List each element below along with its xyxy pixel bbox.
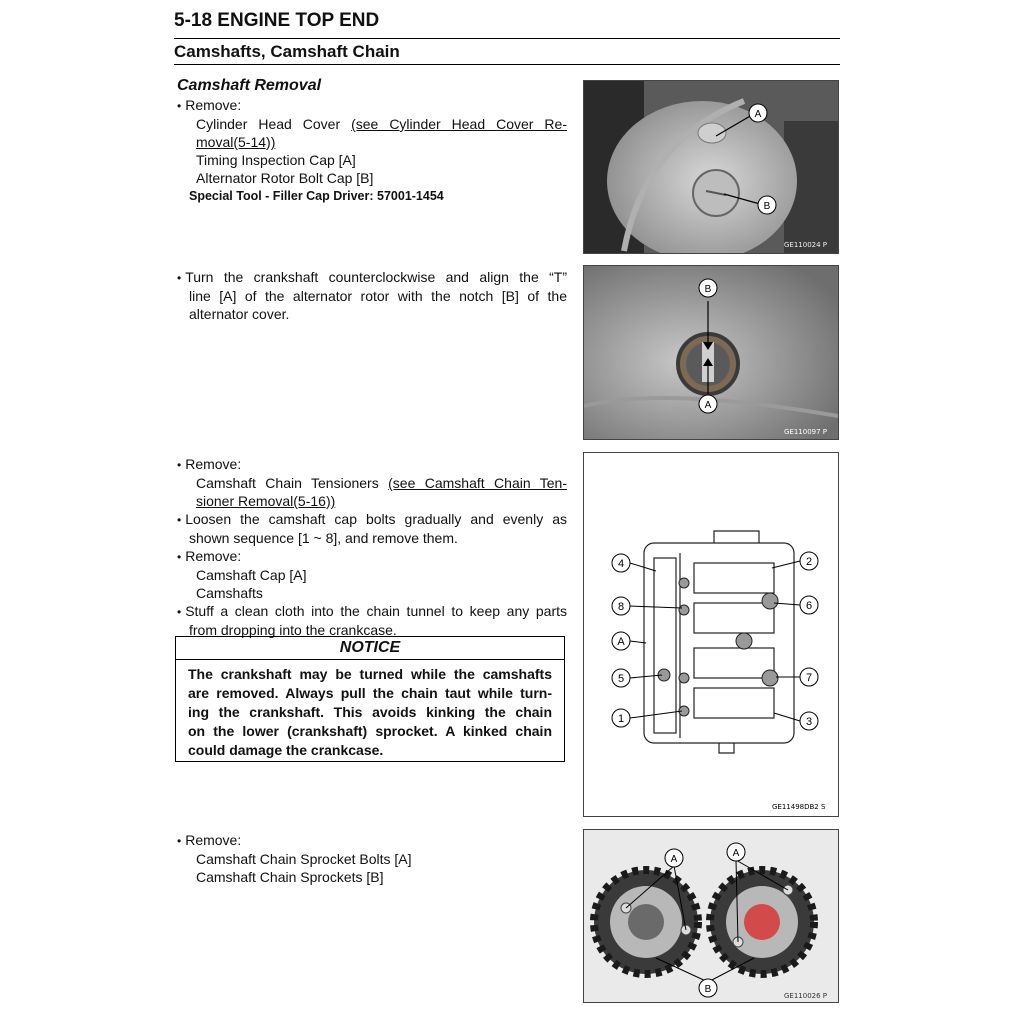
step-align-t-line — [177, 268, 567, 323]
fig3-code: GE11498DB2 S — [772, 803, 826, 811]
fig3-label-a: A — [617, 636, 625, 648]
figure-sprockets-photo — [583, 829, 839, 1003]
fig2-label-a: A — [704, 400, 712, 411]
step-remove-tensioners — [177, 455, 567, 639]
step5-item2: Camshafts — [196, 585, 263, 601]
notice-line5: could damage the crankcase. — [188, 742, 384, 758]
fig2-label-b: B — [704, 284, 712, 295]
notice-line2: are removed. Always pull the chain taut while turn- — [188, 685, 552, 701]
bolt-number-5: 5 — [617, 673, 625, 685]
step6-line2: from dropping into the crankcase. — [189, 622, 397, 638]
bolt-number-1: 1 — [617, 713, 625, 725]
bolt-number-4: 4 — [617, 558, 625, 570]
bolt-number-7: 7 — [805, 672, 813, 684]
special-tool: Special Tool - Filler Cap Driver: 57001-1454 — [189, 189, 444, 203]
step1-item2: Timing Inspection Cap [A] — [196, 152, 356, 168]
step4-line1: • Loosen the camshaft cap bolts gradually and evenly as — [177, 510, 567, 529]
step6-line1: • Stuff a clean cloth into the chain tunnel to keep any parts — [177, 602, 567, 621]
figure-cap-bolt-sequence — [583, 452, 839, 817]
step1-item3: Alternator Rotor Bolt Cap [B] — [196, 170, 374, 186]
step5-item1: Camshaft Cap [A] — [196, 567, 307, 583]
step4-line2: shown sequence [1 ~ 8], and remove them. — [189, 530, 458, 546]
bolt-number-2: 2 — [805, 556, 813, 568]
figure-alternator-cover-photo — [583, 80, 839, 254]
notice-line3: ing the crankshaft. This avoids kinking the chain — [188, 704, 552, 720]
notice-line1: The crankshaft may be turned while the camshafts — [188, 666, 552, 682]
bolt-number-6: 6 — [805, 600, 813, 612]
step7-item1: Camshaft Chain Sprocket Bolts [A] — [196, 851, 412, 867]
step-remove-covers — [177, 96, 567, 187]
fig4-code: GE110026 P — [784, 992, 828, 1000]
notice-title: NOTICE — [176, 637, 564, 660]
fig2-code: GE110097 P — [784, 428, 828, 436]
fig1-label-a: A — [754, 109, 762, 120]
step3-bullet: • Remove: — [177, 455, 567, 474]
fig4-label-b: B — [704, 984, 712, 995]
step2-line1: • Turn the crankshaft counterclockwise and align the “T” — [177, 268, 567, 287]
bolt-number-3: 3 — [805, 716, 813, 728]
fig1-code: GE110024 P — [784, 241, 828, 249]
cylinder-head-cover-link[interactable]: (see Cylinder Head Cover Re- — [351, 116, 567, 132]
step2-line3: alternator cover. — [189, 306, 290, 322]
step2-line2: line [A] of the alternator rotor with the notch [B] of the — [189, 288, 567, 304]
header-rule — [174, 38, 840, 39]
step-remove-sprockets — [177, 831, 567, 886]
step3-item1-cont — [177, 492, 567, 510]
page-title: 5-18 ENGINE TOP END — [174, 10, 380, 31]
step7-bullet: • Remove: — [177, 831, 567, 850]
fig4-label-a-right: A — [732, 848, 740, 859]
tensioner-removal-link[interactable]: (see Camshaft Chain Ten- — [388, 475, 568, 491]
notice-box — [175, 636, 565, 762]
section-title: Camshafts, Camshaft Chain — [174, 42, 400, 61]
section-rule — [174, 64, 840, 65]
bolt-number-8: 8 — [617, 601, 625, 613]
tensioner-removal-link-cont[interactable]: sioner Removal(5-16)) — [196, 493, 336, 509]
notice-line4: on the lower (crankshaft) sprocket. A kinked chain — [188, 723, 552, 739]
step1-item1: Cylinder Head Cover (see Cylinder Head Cover Re- — [196, 116, 567, 132]
figure-timing-mark-photo — [583, 265, 839, 440]
step7-item2: Camshaft Chain Sprockets [B] — [196, 869, 384, 885]
step1-bullet: • Remove: — [177, 96, 567, 115]
step3-item1: Camshaft Chain Tensioners (see Camshaft Chain Ten- — [196, 475, 568, 491]
cylinder-head-cover-link-cont[interactable]: moval(5-14)) — [196, 134, 276, 150]
step5-bullet: • Remove: — [177, 547, 567, 566]
notice-body — [176, 660, 564, 760]
step1-item1-cont — [177, 133, 567, 151]
fig4-label-a-left: A — [670, 854, 678, 865]
fig1-label-b: B — [763, 201, 771, 212]
subsection-title: Camshaft Removal — [177, 77, 322, 94]
